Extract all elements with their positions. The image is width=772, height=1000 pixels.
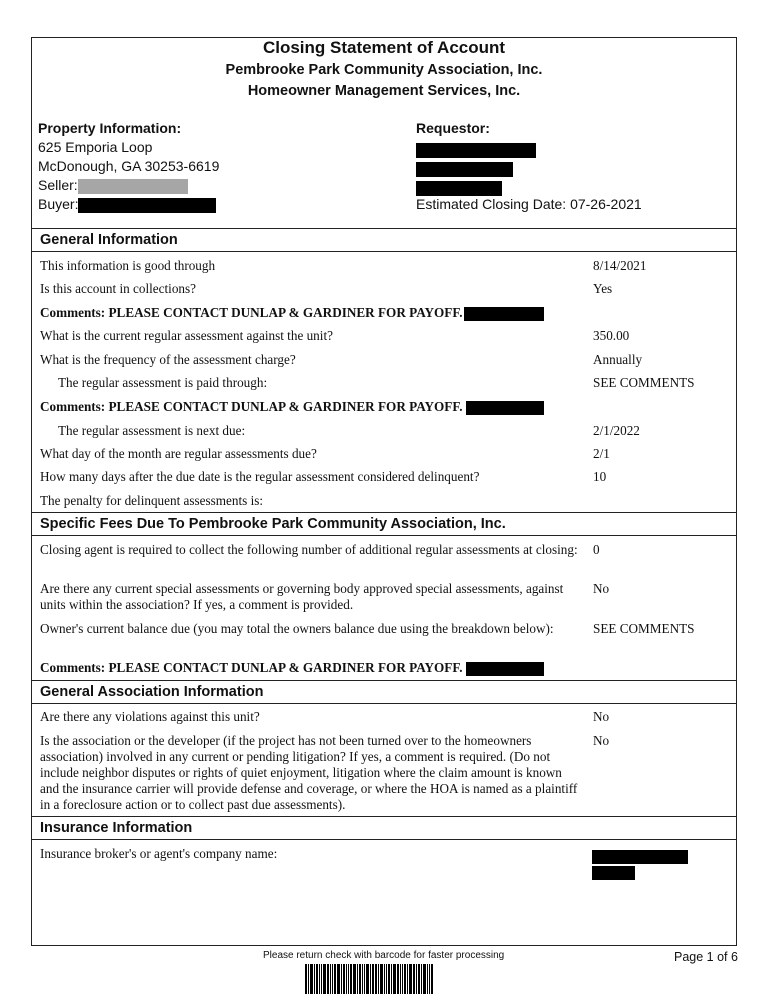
- gi-question: What is the frequency of the assessment charge?: [40, 352, 296, 367]
- gi-answer: 10: [593, 469, 607, 484]
- seller-redaction: [78, 179, 188, 194]
- requestor-heading: Requestor:: [416, 120, 490, 136]
- sf-question: Closing agent is required to collect the following number of additional regular assessments at closing:: [40, 542, 578, 557]
- gi-answer: SEE COMMENTS: [593, 375, 695, 390]
- sf-question: Owner's current balance due (you may total the owners balance due using the breakdown below):: [40, 621, 554, 636]
- buyer-redaction: [78, 198, 216, 213]
- gi-question: The regular assessment is next due:: [58, 423, 246, 438]
- requestor-redaction-2: [416, 160, 513, 178]
- gi-question: What is the current regular assessment against the unit?: [40, 328, 333, 343]
- management-company: Homeowner Management Services, Inc.: [247, 83, 521, 99]
- payment-barcode: [305, 964, 475, 994]
- footer-instruction: Please return check with barcode for faster processing: [263, 950, 505, 961]
- ai-answer: No: [593, 733, 610, 748]
- property-address-line1: 625 Emporia Loop: [38, 139, 153, 155]
- broker-redaction-2: [592, 864, 635, 882]
- estimated-closing-date: Estimated Closing Date: 07-26-2021: [416, 196, 642, 212]
- sf-answer: SEE COMMENTS: [593, 621, 695, 636]
- gi-question: How many days after the due date is the regular assessment considered delinquent?: [40, 469, 480, 484]
- gi-comment: Comments: PLEASE CONTACT DUNLAP & GARDINER FOR PAYOFF.: [40, 399, 544, 415]
- ai-answer: No: [593, 709, 610, 724]
- association-name: Pembrooke Park Community Association, Inc.: [225, 62, 543, 78]
- gi-question: This information is good through: [40, 258, 216, 273]
- property-address-line2: McDonough, GA 30253-6619: [38, 158, 220, 174]
- association-info-title: General Association Information: [40, 684, 264, 700]
- gi-question: Is this account in collections?: [40, 281, 197, 296]
- seller-label: Seller:: [38, 177, 78, 193]
- gi-answer: Annually: [593, 352, 643, 367]
- ai-question: Are there any violations against this unit?: [40, 709, 260, 724]
- gi-answer: 8/14/2021: [593, 258, 647, 273]
- buyer-label: Buyer:: [38, 196, 79, 212]
- requestor-redaction-1: [416, 141, 536, 159]
- gi-question: The penalty for delinquent assessments is:: [40, 493, 264, 508]
- seller-line: [38, 177, 188, 194]
- specific-fees-title: Specific Fees Due To Pembrooke Park Community Association, Inc.: [40, 516, 506, 532]
- gi-comment: Comments: PLEASE CONTACT DUNLAP & GARDINER FOR PAYOFF.: [40, 305, 544, 321]
- sf-answer: 0: [593, 542, 600, 557]
- gi-answer: 350.00: [593, 328, 630, 343]
- page-title: Closing Statement of Account: [262, 38, 506, 57]
- specific-fees-header: [32, 512, 736, 536]
- sf-answer: No: [593, 581, 610, 596]
- gi-question: The regular assessment is paid through:: [58, 375, 268, 390]
- gi-question: What day of the month are regular assessments due?: [40, 446, 317, 461]
- requestor-redaction-3: [416, 179, 502, 197]
- general-information-header: [32, 228, 736, 252]
- page-number: Page 1 of 6: [674, 950, 738, 964]
- insurance-header: [32, 816, 736, 840]
- comment-redaction: [464, 307, 544, 321]
- comment-redaction: [466, 401, 544, 415]
- sf-question: Are there any current special assessments or governing body approved special assessments, against units within the association? If yes, a comment is provided.: [40, 581, 564, 612]
- ai-question: Is the association or the developer (if the project has not been turned over to the homeowners association) involved in any current or pending litigation? If yes, a comment is required. (Do not include neighbor disputes or rights of quiet enjoyment, litigation where the claim amount is known and the insurance carrier will provide defense and coverage, or where the HOA is named as a plaintiff in a foreclosure action or to collect past due assessments).: [40, 733, 578, 812]
- gi-answer: Yes: [593, 281, 613, 296]
- sf-comment: Comments: PLEASE CONTACT DUNLAP & GARDINER FOR PAYOFF.: [40, 660, 544, 676]
- association-info-header: [32, 680, 736, 704]
- statement-frame: [31, 37, 737, 946]
- gi-answer: 2/1: [593, 446, 610, 461]
- property-heading: Property Information:: [38, 120, 182, 136]
- general-information-title: General Information: [40, 232, 178, 248]
- buyer-line: [38, 196, 216, 213]
- comment-redaction: [466, 662, 544, 676]
- gi-answer: 2/1/2022: [593, 423, 640, 438]
- ins-question: Insurance broker's or agent's company name:: [40, 846, 278, 861]
- insurance-title: Insurance Information: [40, 820, 193, 836]
